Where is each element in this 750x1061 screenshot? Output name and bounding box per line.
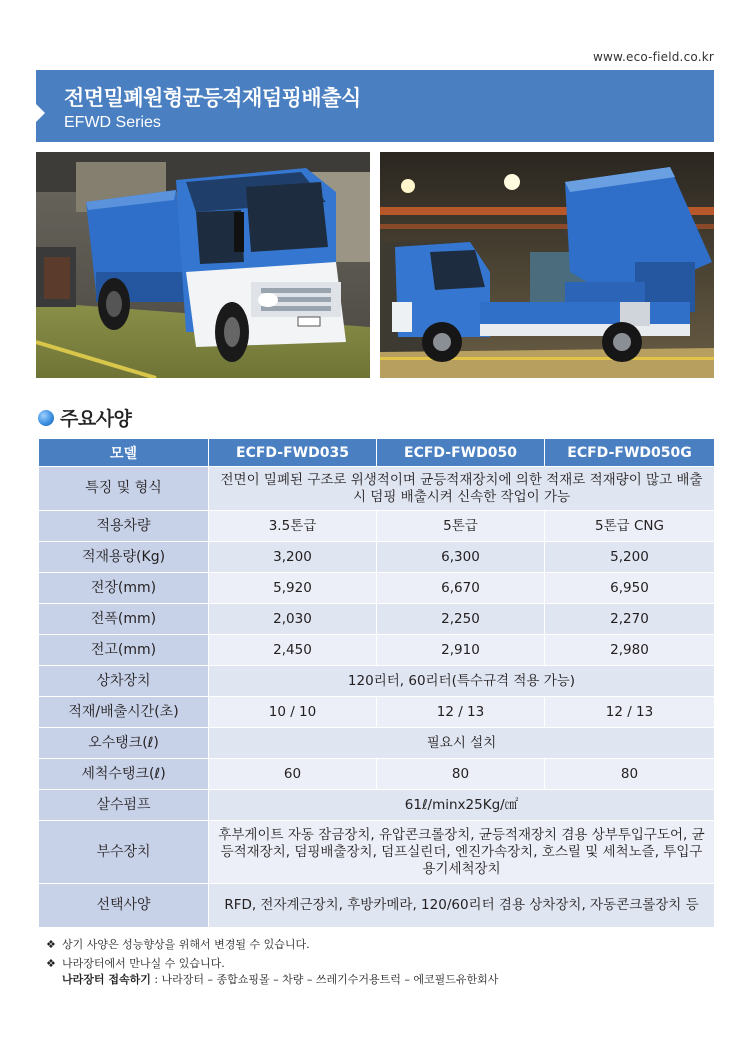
row-value: 10 / 10	[209, 697, 377, 728]
row-value-span: 필요시 설치	[209, 728, 715, 759]
table-row	[39, 759, 715, 790]
row-value: 12 / 13	[377, 697, 545, 728]
row-value: 5,200	[545, 542, 715, 573]
note-access-path	[46, 972, 498, 988]
table-row	[39, 467, 715, 511]
row-value: 2,450	[209, 635, 377, 666]
row-value: 3,200	[209, 542, 377, 573]
table-row	[39, 821, 715, 884]
row-value-span: 120리터, 60리터(특수규격 적용 가능)	[209, 666, 715, 697]
table-row	[39, 884, 715, 928]
row-label: 선택사양	[39, 884, 209, 928]
header-model-1: ECFD-FWD035	[209, 439, 377, 467]
row-value: 6,300	[377, 542, 545, 573]
table-row	[39, 511, 715, 542]
row-value: 5톤급	[377, 511, 545, 542]
note-text: 나라장터에서 만나실 수 있습니다.	[62, 957, 225, 970]
row-label: 적재용량(Kg)	[39, 542, 209, 573]
row-value: 3.5톤급	[209, 511, 377, 542]
table-header-row	[39, 439, 715, 467]
row-label: 살수펌프	[39, 790, 209, 821]
row-label: 오수탱크(ℓ)	[39, 728, 209, 759]
product-title: 전면밀폐원형균등적재덤핑배출식	[64, 86, 361, 110]
row-value-span: RFD, 전자계근장치, 후방카메라, 120/60리터 겸용 상차장치, 자동콘크롤장치 등	[209, 884, 715, 928]
header-model-2: ECFD-FWD050	[377, 439, 545, 467]
diamond-bullet-icon: ❖	[46, 957, 56, 970]
row-label: 적용차량	[39, 511, 209, 542]
access-label: 나라장터 접속하기	[62, 973, 151, 986]
row-value: 6,670	[377, 573, 545, 604]
row-value-span: 61ℓ/minx25Kg/㎠	[209, 790, 715, 821]
table-row	[39, 790, 715, 821]
note-text: 상기 사양은 성능향상을 위해서 변경될 수 있습니다.	[62, 938, 310, 951]
row-value: 80	[545, 759, 715, 790]
footnotes	[46, 937, 498, 988]
row-value: 5,920	[209, 573, 377, 604]
row-label: 특징 및 형식	[39, 467, 209, 511]
row-value: 2,250	[377, 604, 545, 635]
row-value: 2,270	[545, 604, 715, 635]
table-row	[39, 635, 715, 666]
row-label: 부수장치	[39, 821, 209, 884]
table-row	[39, 542, 715, 573]
row-value: 60	[209, 759, 377, 790]
row-value-span: 후부게이트 자동 잠금장치, 유압콘크롤장치, 균등적재장치 겸용 상부투입구도어, 균등적재장치, 덤핑배출장치, 덤프실린더, 엔진가속장치, 호스릴 및 세척노즐, 투입구 용기세척장치	[209, 821, 715, 884]
row-label: 전폭(mm)	[39, 604, 209, 635]
row-value: 2,980	[545, 635, 715, 666]
title-notch-decoration	[36, 104, 45, 122]
row-value: 5톤급 CNG	[545, 511, 715, 542]
row-value: 2,030	[209, 604, 377, 635]
site-url: www.eco-field.co.kr	[593, 50, 714, 64]
row-value-span: 전면이 밀폐된 구조로 위생적이며 균등적재장치에 의한 적재로 적재량이 많고 배출시 덤핑 배출시켜 신속한 작업이 가능	[209, 467, 715, 511]
row-value: 2,910	[377, 635, 545, 666]
row-value: 12 / 13	[545, 697, 715, 728]
spec-table	[38, 438, 715, 928]
row-value: 80	[377, 759, 545, 790]
truck-photo-front	[36, 152, 370, 378]
section-heading	[38, 404, 131, 431]
table-row	[39, 728, 715, 759]
header-model: 모델	[39, 439, 209, 467]
access-path-text: : 나라장터 – 종합쇼핑몰 – 차량 – 쓰레기수거용트럭 – 에코필드유한회사	[150, 973, 499, 986]
note-marketplace	[46, 956, 498, 972]
table-row	[39, 666, 715, 697]
table-row	[39, 573, 715, 604]
header-model-3: ECFD-FWD050G	[545, 439, 715, 467]
row-label: 상차장치	[39, 666, 209, 697]
section-title: 주요사양	[60, 408, 132, 430]
bullet-dot-icon	[38, 410, 54, 426]
note-spec-change	[46, 937, 498, 953]
diamond-bullet-icon: ❖	[46, 938, 56, 951]
truck-photo-side-dumping	[380, 152, 714, 378]
product-series: EFWD Series	[64, 114, 161, 131]
row-label: 세척수탱크(ℓ)	[39, 759, 209, 790]
row-label: 전고(mm)	[39, 635, 209, 666]
row-label: 전장(mm)	[39, 573, 209, 604]
table-row	[39, 697, 715, 728]
row-label: 적재/배출시간(초)	[39, 697, 209, 728]
row-value: 6,950	[545, 573, 715, 604]
table-row	[39, 604, 715, 635]
title-banner	[36, 70, 714, 142]
